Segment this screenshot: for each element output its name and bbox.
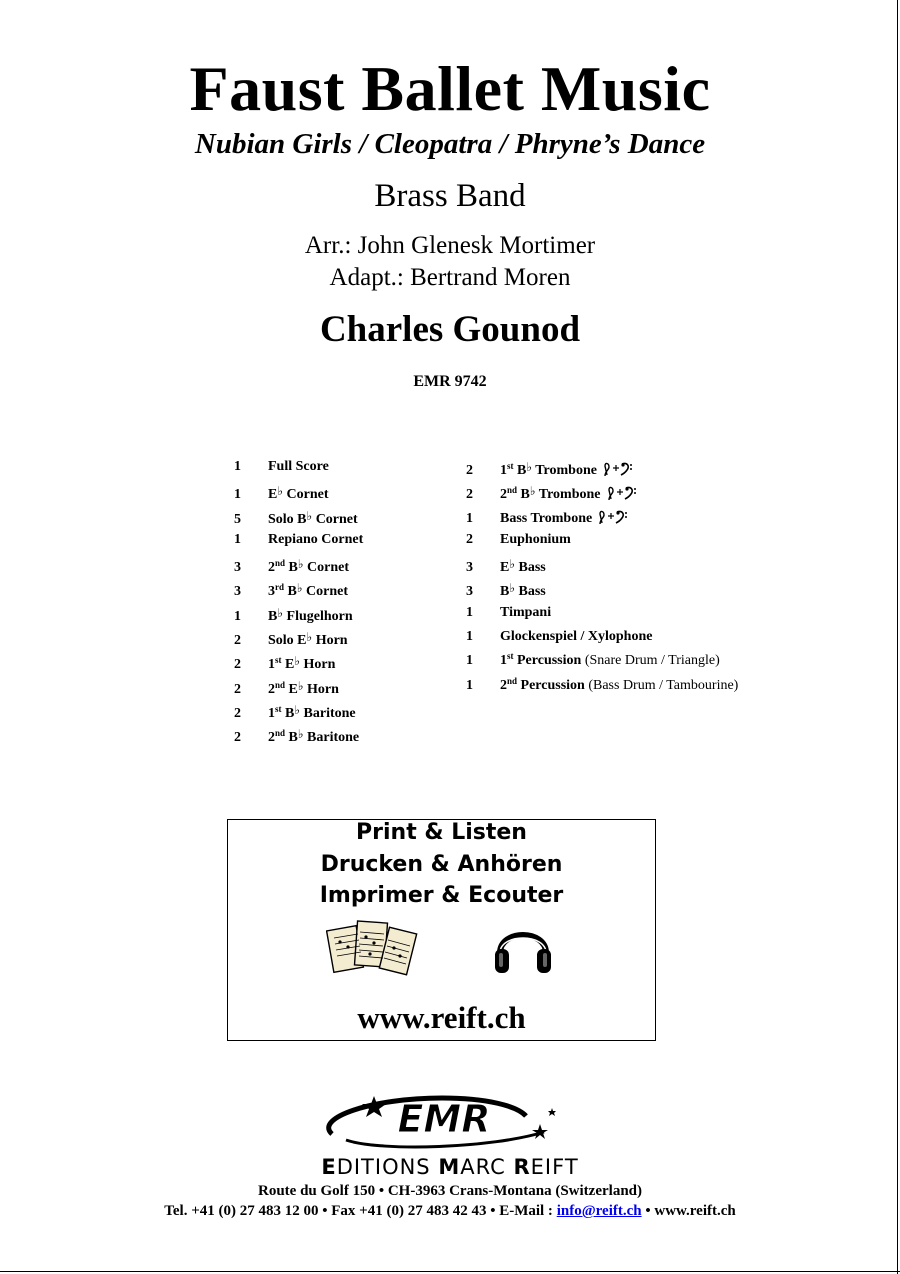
part-name: 3rd B♭ Cornet: [268, 581, 349, 600]
part-name: Full Score: [268, 459, 329, 474]
page-title: Faust Ballet Music: [189, 53, 711, 124]
part-name: 2nd B♭ Baritone: [268, 727, 360, 746]
part-quantity: 1: [234, 459, 241, 474]
part-quantity: 2: [234, 705, 241, 721]
part-row: [466, 628, 738, 652]
part-quantity: 1: [466, 629, 473, 645]
part-name: 2nd Percussion (Bass Drum / Tambourine): [500, 675, 739, 693]
promo-line-drucken: Drucken & Anhören: [320, 852, 563, 877]
arranger: Arr.: John Glenesk Mortimer: [304, 232, 596, 259]
part-row: [466, 458, 738, 482]
page-border-bottom: [0, 1271, 900, 1272]
promo-line-imprimer: Imprimer & Ecouter: [319, 883, 564, 908]
part-name: E♭ Bass: [500, 557, 546, 576]
part-name: Solo E♭ Horn: [268, 630, 348, 649]
part-name: Euphonium: [500, 531, 571, 547]
part-quantity: 3: [234, 584, 241, 600]
publisher-address: Route du Golf 150 • CH-3963 Crans-Montana (Switzerland): [258, 1183, 642, 1199]
part-quantity: 2: [234, 730, 241, 746]
part-name: 2nd E♭ Horn: [268, 678, 339, 697]
part-name: Solo B♭ Cornet: [268, 508, 358, 527]
part-row: [466, 604, 738, 628]
part-name: 1st B♭ Trombone: [500, 460, 597, 478]
treble-bass-clef-icon: [604, 483, 638, 501]
part-row: [234, 604, 363, 628]
part-name: 2nd B♭ Trombone: [500, 484, 601, 503]
part-name: Timpani: [500, 604, 552, 620]
part-row: [466, 555, 738, 579]
part-quantity: 2: [234, 633, 241, 649]
sheet-music-icon: [326, 918, 418, 980]
part-row: [234, 579, 363, 603]
part-quantity: 1: [234, 487, 241, 503]
ensemble: Brass Band: [374, 178, 526, 214]
part-name: Glockenspiel / Xylophone: [500, 629, 653, 645]
part-row: [234, 555, 363, 579]
part-quantity: 2: [234, 657, 241, 673]
part-quantity: 3: [466, 584, 473, 600]
part-quantity: 3: [466, 560, 473, 576]
part-row: [234, 701, 363, 725]
part-name: E♭ Cornet: [268, 484, 329, 503]
print-listen-box[interactable]: [227, 819, 656, 1041]
part-quantity: 1: [466, 604, 473, 620]
treble-bass-clef-icon: [600, 459, 634, 477]
part-quantity: 1: [466, 653, 473, 669]
promo-website-link[interactable]: www.reift.ch: [357, 1000, 526, 1035]
part-row: [234, 725, 363, 749]
part-row: [234, 628, 363, 652]
catalog-number: EMR 9742: [413, 373, 487, 390]
subtitle: Nubian Girls / Cleopatra / Phryne’s Dance: [194, 128, 706, 160]
part-row: [234, 652, 363, 676]
promo-line-print-listen: Print & Listen: [356, 820, 527, 845]
part-row: [466, 677, 738, 701]
part-quantity: 2: [466, 463, 473, 478]
part-name: 1st E♭ Horn: [268, 654, 336, 673]
part-row: [234, 482, 363, 506]
part-quantity: 5: [234, 511, 241, 527]
part-quantity: 1: [234, 608, 241, 624]
part-row: [234, 458, 363, 482]
part-row: [466, 507, 738, 531]
part-row: [466, 482, 738, 506]
part-quantity: 2: [466, 487, 473, 503]
part-name: 1st Percussion (Snare Drum / Triangle): [500, 651, 720, 669]
part-row: [234, 531, 363, 555]
part-name: B♭ Flugelhorn: [268, 605, 353, 624]
parts-list-right: [466, 458, 738, 701]
part-name: Repiano Cornet: [268, 531, 364, 547]
logo-text: EMR: [397, 1097, 491, 1141]
part-quantity: 3: [234, 560, 241, 576]
treble-bass-clef-icon: [595, 507, 629, 525]
part-name: B♭ Bass: [500, 581, 546, 600]
publisher-name: EDITIONS MARC REIFT: [321, 1155, 579, 1179]
part-quantity: 1: [234, 531, 241, 547]
part-name: 1st B♭ Baritone: [268, 702, 356, 721]
email-link[interactable]: info@reift.ch: [556, 1203, 642, 1219]
part-row: [234, 507, 363, 531]
part-row: [466, 531, 738, 555]
part-row: [466, 579, 738, 603]
part-quantity: 2: [234, 681, 241, 697]
parts-list-left: [234, 458, 363, 750]
part-quantity: 1: [466, 677, 473, 693]
emr-logo: [312, 1088, 562, 1152]
composer: Charles Gounod: [319, 309, 581, 350]
part-name: 2nd B♭ Cornet: [268, 557, 350, 576]
publisher-contact: Tel. +41 (0) 27 483 12 00 • Fax +41 (0) 27 483 42 43 • E-Mail : info@reift.ch • www.reift.ch: [164, 1203, 736, 1219]
adapter: Adapt.: Bertrand Moren: [329, 264, 571, 291]
headphones-icon: [492, 915, 554, 977]
part-row: [234, 677, 363, 701]
part-row: [466, 652, 738, 676]
part-name: Bass Trombone: [500, 510, 593, 526]
part-quantity: 1: [466, 510, 473, 526]
part-quantity: 2: [466, 531, 473, 547]
